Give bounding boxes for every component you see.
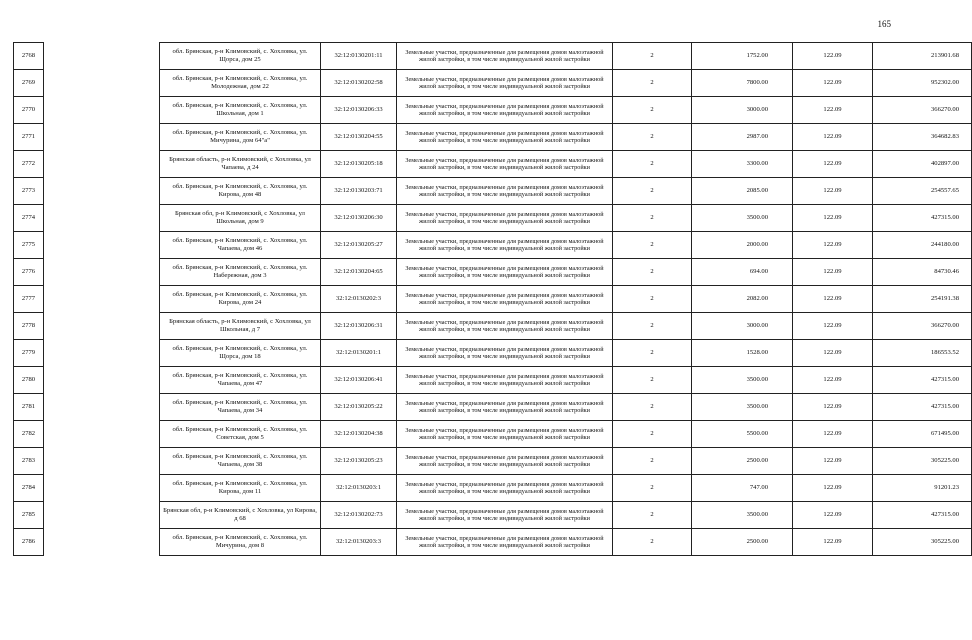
empty-gap-cell [44, 205, 160, 232]
permitted-use-cell: Земельные участки, предназначенные для размещения домов малоэтажной жилой застройки, в том числе индивидуальной жилой застройки [397, 340, 613, 367]
cadastral-number-cell: 32:12:0130203:1 [321, 475, 397, 502]
address-cell: Брянская область, р-н Климовский, с Хохловка, ул Школьная, д 7 [160, 313, 321, 340]
rate-cell: 122.09 [793, 448, 873, 475]
cadastral-value-cell: 366270.00 [873, 313, 972, 340]
permitted-use-cell: Земельные участки, предназначенные для размещения домов малоэтажной жилой застройки, в том числе индивидуальной жилой застройки [397, 367, 613, 394]
cadastral-number-cell: 32:12:0130206:33 [321, 97, 397, 124]
empty-gap-cell [44, 421, 160, 448]
category-cell: 2 [613, 367, 692, 394]
address-cell: обл. Брянская, р-н Климовский, с. Хохловка, ул. Кирова, дом 11 [160, 475, 321, 502]
row-number-cell: 2778 [14, 313, 44, 340]
category-cell: 2 [613, 151, 692, 178]
table-row [14, 286, 972, 313]
table-row [14, 97, 972, 124]
rate-cell: 122.09 [793, 151, 873, 178]
cadastral-number-cell: 32:12:0130204:38 [321, 421, 397, 448]
table-row [14, 205, 972, 232]
table-row [14, 502, 972, 529]
empty-gap-cell [44, 448, 160, 475]
area-cell: 3500.00 [692, 367, 793, 394]
address-cell: Брянская обл, р-н Климовский, с Хохловка, ул Школьная, дом 9 [160, 205, 321, 232]
area-cell: 2500.00 [692, 448, 793, 475]
row-number-cell: 2776 [14, 259, 44, 286]
address-cell: Брянская обл, р-н Климовский, с Хохловка, ул Кирова, д 68 [160, 502, 321, 529]
category-cell: 2 [613, 124, 692, 151]
rate-cell: 122.09 [793, 502, 873, 529]
rate-cell: 122.09 [793, 205, 873, 232]
table-row [14, 313, 972, 340]
row-number-cell: 2770 [14, 97, 44, 124]
area-cell: 3000.00 [692, 313, 793, 340]
category-cell: 2 [613, 205, 692, 232]
permitted-use-cell: Земельные участки, предназначенные для размещения домов малоэтажной жилой застройки, в том числе индивидуальной жилой застройки [397, 313, 613, 340]
area-cell: 2000.00 [692, 232, 793, 259]
address-cell: обл. Брянская, р-н Климовский, с. Хохловка, ул. Мичурина, дом 8 [160, 529, 321, 556]
row-number-cell: 2769 [14, 70, 44, 97]
address-cell: обл. Брянская, р-н Климовский, с. Хохловка, ул. Кирова, дом 48 [160, 178, 321, 205]
cadastral-value-cell: 402897.00 [873, 151, 972, 178]
permitted-use-cell: Земельные участки, предназначенные для размещения домов малоэтажной жилой застройки, в том числе индивидуальной жилой застройки [397, 178, 613, 205]
area-cell: 3500.00 [692, 205, 793, 232]
permitted-use-cell: Земельные участки, предназначенные для размещения домов малоэтажной жилой застройки, в том числе индивидуальной жилой застройки [397, 124, 613, 151]
table-row [14, 367, 972, 394]
rate-cell: 122.09 [793, 421, 873, 448]
rate-cell: 122.09 [793, 475, 873, 502]
address-cell: обл. Брянская, р-н Климовский, с. Хохловка, ул. Щорса, дом 18 [160, 340, 321, 367]
rate-cell: 122.09 [793, 178, 873, 205]
table-row [14, 70, 972, 97]
table-row [14, 448, 972, 475]
permitted-use-cell: Земельные участки, предназначенные для размещения домов малоэтажной жилой застройки, в том числе индивидуальной жилой застройки [397, 232, 613, 259]
table-row [14, 259, 972, 286]
empty-gap-cell [44, 70, 160, 97]
cadastral-value-cell: 244180.00 [873, 232, 972, 259]
permitted-use-cell: Земельные участки, предназначенные для размещения домов малоэтажной жилой застройки, в том числе индивидуальной жилой застройки [397, 448, 613, 475]
cadastral-number-cell: 32:12:0130203:3 [321, 529, 397, 556]
empty-gap-cell [44, 151, 160, 178]
category-cell: 2 [613, 313, 692, 340]
area-cell: 2085.00 [692, 178, 793, 205]
area-cell: 7800.00 [692, 70, 793, 97]
cadastral-value-cell: 427315.00 [873, 394, 972, 421]
row-number-cell: 2772 [14, 151, 44, 178]
category-cell: 2 [613, 97, 692, 124]
permitted-use-cell: Земельные участки, предназначенные для размещения домов малоэтажной жилой застройки, в том числе индивидуальной жилой застройки [397, 475, 613, 502]
row-number-cell: 2775 [14, 232, 44, 259]
cadastral-number-cell: 32:12:0130204:65 [321, 259, 397, 286]
area-cell: 694.00 [692, 259, 793, 286]
table-row [14, 421, 972, 448]
cadastral-number-cell: 32:12:0130204:55 [321, 124, 397, 151]
cadastral-value-cell: 213901.68 [873, 43, 972, 70]
category-cell: 2 [613, 259, 692, 286]
category-cell: 2 [613, 475, 692, 502]
address-cell: обл. Брянская, р-н Климовский, с. Хохловка, ул. Мичурина, дом 64"а" [160, 124, 321, 151]
cadastral-value-cell: 254557.65 [873, 178, 972, 205]
area-cell: 2082.00 [692, 286, 793, 313]
area-cell: 3300.00 [692, 151, 793, 178]
address-cell: Брянская область, р-н Климовский, с Хохловка, ул Чапаева, д 24 [160, 151, 321, 178]
category-cell: 2 [613, 43, 692, 70]
page-number: 165 [877, 19, 891, 29]
address-cell: обл. Брянская, р-н Климовский, с. Хохловка, ул. Кирова, дом 24 [160, 286, 321, 313]
cadastral-value-cell: 305225.00 [873, 448, 972, 475]
empty-gap-cell [44, 340, 160, 367]
rate-cell: 122.09 [793, 259, 873, 286]
cadastral-value-cell: 84730.46 [873, 259, 972, 286]
category-cell: 2 [613, 232, 692, 259]
cadastral-number-cell: 32:12:0130202:73 [321, 502, 397, 529]
permitted-use-cell: Земельные участки, предназначенные для размещения домов малоэтажной жилой застройки, в том числе индивидуальной жилой застройки [397, 286, 613, 313]
empty-gap-cell [44, 43, 160, 70]
cadastral-number-cell: 32:12:0130206:30 [321, 205, 397, 232]
row-number-cell: 2768 [14, 43, 44, 70]
empty-gap-cell [44, 394, 160, 421]
permitted-use-cell: Земельные участки, предназначенные для размещения домов малоэтажной жилой застройки, в том числе индивидуальной жилой застройки [397, 529, 613, 556]
table-row [14, 340, 972, 367]
empty-gap-cell [44, 232, 160, 259]
rate-cell: 122.09 [793, 394, 873, 421]
permitted-use-cell: Земельные участки, предназначенные для размещения домов малоэтажной жилой застройки, в том числе индивидуальной жилой застройки [397, 43, 613, 70]
cadastral-value-cell: 91201.23 [873, 475, 972, 502]
empty-gap-cell [44, 259, 160, 286]
address-cell: обл. Брянская, р-н Климовский, с. Хохловка, ул. Молодежная, дом 22 [160, 70, 321, 97]
area-cell: 3500.00 [692, 394, 793, 421]
row-number-cell: 2786 [14, 529, 44, 556]
address-cell: обл. Брянская, р-н Климовский, с. Хохловка, ул. Школьная, дом 1 [160, 97, 321, 124]
empty-gap-cell [44, 97, 160, 124]
row-number-cell: 2781 [14, 394, 44, 421]
category-cell: 2 [613, 286, 692, 313]
permitted-use-cell: Земельные участки, предназначенные для размещения домов малоэтажной жилой застройки, в том числе индивидуальной жилой застройки [397, 70, 613, 97]
row-number-cell: 2771 [14, 124, 44, 151]
cadastral-number-cell: 32:12:0130205:27 [321, 232, 397, 259]
area-cell: 5500.00 [692, 421, 793, 448]
area-cell: 2500.00 [692, 529, 793, 556]
empty-gap-cell [44, 367, 160, 394]
cadastral-value-cell: 427315.00 [873, 367, 972, 394]
cadastral-value-cell: 254191.38 [873, 286, 972, 313]
category-cell: 2 [613, 178, 692, 205]
permitted-use-cell: Земельные участки, предназначенные для размещения домов малоэтажной жилой застройки, в том числе индивидуальной жилой застройки [397, 97, 613, 124]
cadastral-number-cell: 32:12:0130201:1 [321, 340, 397, 367]
cadastral-number-cell: 32:12:0130205:22 [321, 394, 397, 421]
area-cell: 2987.00 [692, 124, 793, 151]
empty-gap-cell [44, 178, 160, 205]
permitted-use-cell: Земельные участки, предназначенные для размещения домов малоэтажной жилой застройки, в том числе индивидуальной жилой застройки [397, 502, 613, 529]
table-row [14, 529, 972, 556]
rate-cell: 122.09 [793, 97, 873, 124]
address-cell: обл. Брянская, р-н Климовский, с. Хохловка, ул. Набережная, дом 3 [160, 259, 321, 286]
table-row [14, 124, 972, 151]
rate-cell: 122.09 [793, 43, 873, 70]
cadastral-number-cell: 32:12:0130202:58 [321, 70, 397, 97]
row-number-cell: 2777 [14, 286, 44, 313]
permitted-use-cell: Земельные участки, предназначенные для размещения домов малоэтажной жилой застройки, в том числе индивидуальной жилой застройки [397, 151, 613, 178]
cadastral-value-cell: 671495.00 [873, 421, 972, 448]
table-row [14, 178, 972, 205]
category-cell: 2 [613, 340, 692, 367]
rate-cell: 122.09 [793, 124, 873, 151]
table-row [14, 394, 972, 421]
category-cell: 2 [613, 394, 692, 421]
rate-cell: 122.09 [793, 340, 873, 367]
row-number-cell: 2780 [14, 367, 44, 394]
empty-gap-cell [44, 529, 160, 556]
cadastral-number-cell: 32:12:0130205:23 [321, 448, 397, 475]
address-cell: обл. Брянская, р-н Климовский, с. Хохловка, ул. Чапаева, дом 46 [160, 232, 321, 259]
cadastral-value-cell: 305225.00 [873, 529, 972, 556]
row-number-cell: 2774 [14, 205, 44, 232]
area-cell: 1752.00 [692, 43, 793, 70]
land-plot-table [13, 42, 972, 556]
row-number-cell: 2783 [14, 448, 44, 475]
rate-cell: 122.09 [793, 286, 873, 313]
cadastral-number-cell: 32:12:0130206:31 [321, 313, 397, 340]
cadastral-value-cell: 427315.00 [873, 205, 972, 232]
permitted-use-cell: Земельные участки, предназначенные для размещения домов малоэтажной жилой застройки, в том числе индивидуальной жилой застройки [397, 394, 613, 421]
row-number-cell: 2773 [14, 178, 44, 205]
area-cell: 747.00 [692, 475, 793, 502]
empty-gap-cell [44, 124, 160, 151]
address-cell: обл. Брянская, р-н Климовский, с. Хохловка, ул. Советская, дом 5 [160, 421, 321, 448]
cadastral-number-cell: 32:12:0130202:3 [321, 286, 397, 313]
row-number-cell: 2782 [14, 421, 44, 448]
rate-cell: 122.09 [793, 529, 873, 556]
empty-gap-cell [44, 475, 160, 502]
cadastral-value-cell: 366270.00 [873, 97, 972, 124]
cadastral-number-cell: 32:12:0130206:41 [321, 367, 397, 394]
area-cell: 1528.00 [692, 340, 793, 367]
empty-gap-cell [44, 313, 160, 340]
cadastral-value-cell: 952302.00 [873, 70, 972, 97]
rate-cell: 122.09 [793, 70, 873, 97]
rate-cell: 122.09 [793, 232, 873, 259]
address-cell: обл. Брянская, р-н Климовский, с. Хохловка, ул. Чапаева, дом 38 [160, 448, 321, 475]
permitted-use-cell: Земельные участки, предназначенные для размещения домов малоэтажной жилой застройки, в том числе индивидуальной жилой застройки [397, 259, 613, 286]
permitted-use-cell: Земельные участки, предназначенные для размещения домов малоэтажной жилой застройки, в том числе индивидуальной жилой застройки [397, 421, 613, 448]
address-cell: обл. Брянская, р-н Климовский, с. Хохловка, ул. Чапаева, дом 47 [160, 367, 321, 394]
empty-gap-cell [44, 286, 160, 313]
address-cell: обл. Брянская, р-н Климовский, с. Хохловка, ул. Щорса, дом 25 [160, 43, 321, 70]
table-row [14, 151, 972, 178]
row-number-cell: 2785 [14, 502, 44, 529]
category-cell: 2 [613, 448, 692, 475]
permitted-use-cell: Земельные участки, предназначенные для размещения домов малоэтажной жилой застройки, в том числе индивидуальной жилой застройки [397, 205, 613, 232]
table-row [14, 232, 972, 259]
category-cell: 2 [613, 502, 692, 529]
category-cell: 2 [613, 529, 692, 556]
area-cell: 3000.00 [692, 97, 793, 124]
cadastral-value-cell: 364682.83 [873, 124, 972, 151]
category-cell: 2 [613, 421, 692, 448]
cadastral-value-cell: 186553.52 [873, 340, 972, 367]
table-body [14, 43, 972, 556]
cadastral-number-cell: 32:12:0130201:11 [321, 43, 397, 70]
table-row [14, 43, 972, 70]
cadastral-value-cell: 427315.00 [873, 502, 972, 529]
row-number-cell: 2779 [14, 340, 44, 367]
cadastral-number-cell: 32:12:0130205:18 [321, 151, 397, 178]
table-row [14, 475, 972, 502]
rate-cell: 122.09 [793, 313, 873, 340]
category-cell: 2 [613, 70, 692, 97]
area-cell: 3500.00 [692, 502, 793, 529]
rate-cell: 122.09 [793, 367, 873, 394]
empty-gap-cell [44, 502, 160, 529]
cadastral-number-cell: 32:12:0130203:71 [321, 178, 397, 205]
row-number-cell: 2784 [14, 475, 44, 502]
address-cell: обл. Брянская, р-н Климовский, с. Хохловка, ул. Чапаева, дом 34 [160, 394, 321, 421]
